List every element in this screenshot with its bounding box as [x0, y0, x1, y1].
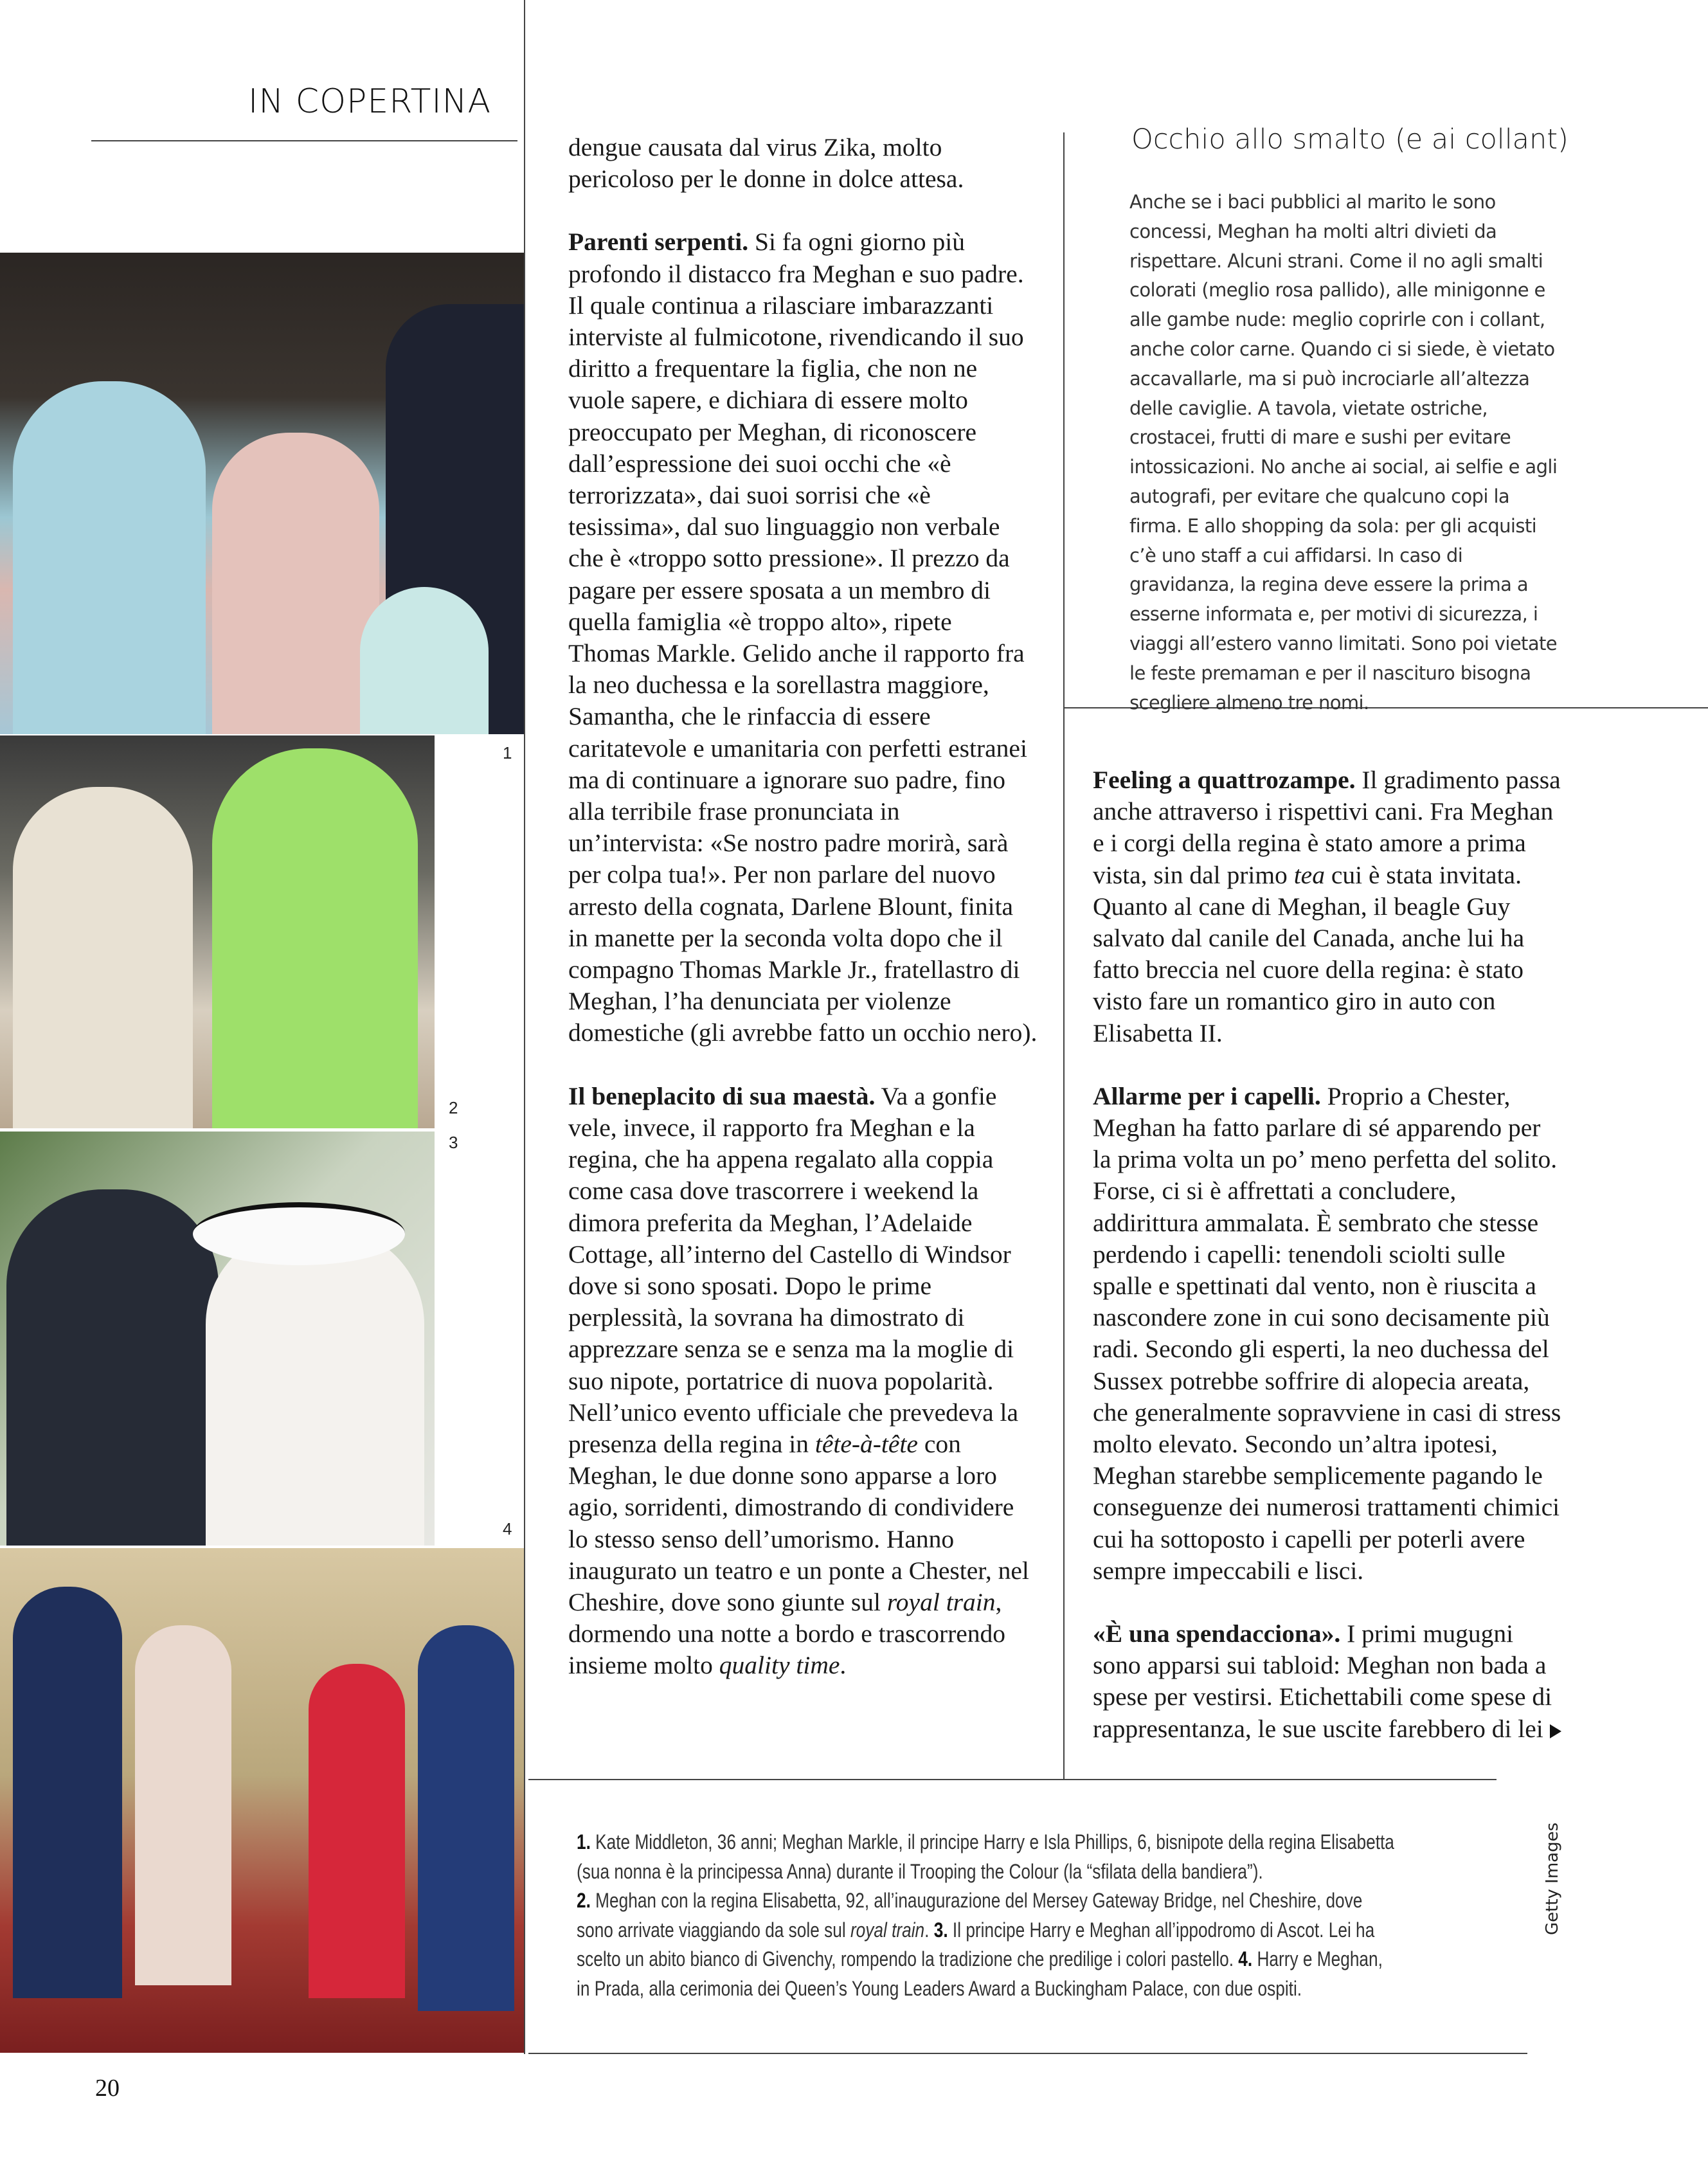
- text: I primi mugugni sono apparsi sui tabloid: Meghan non bada a spese per vestirsi. Etichettabili come spese di rappresentanza, le sue uscite farebbero di lei: [1093, 1619, 1552, 1743]
- hat: [193, 1202, 405, 1265]
- lead-in: 3.: [933, 1918, 948, 1942]
- figure-meghan: [13, 787, 193, 1128]
- figure-guest-red: [309, 1664, 405, 1998]
- italic-text: tête-à-tête: [814, 1429, 918, 1458]
- header-divider: [91, 140, 517, 141]
- paragraph: [568, 226, 1038, 1049]
- lead-in: 2.: [577, 1889, 591, 1912]
- text: Va a gonfie vele, invece, il rapporto fra Meghan e la regina, che ha appena regalato alla coppia come casa dove trascorrere i weekend la dimora preferita da Meghan, l’Adelaide Cottage, all’interno del Castello di Windsor dove si sono sposati. Dopo le prime perplessità, la sovrana ha dimostrato di apprezzare senza se e senza ma la moglie di suo nipote, portatrice di nuova popolarità. Nell’unico evento ufficiale che prevedeva la presenza della regina in: [568, 1081, 1019, 1458]
- photo-number-4: 4: [503, 1519, 512, 1538]
- lead-in: 4.: [1238, 1947, 1253, 1970]
- section-title: IN COPERTINA: [248, 82, 492, 121]
- paragraph: [568, 132, 1038, 195]
- photo-captions: [577, 1828, 1399, 2003]
- figure-queen: [212, 748, 418, 1128]
- text: Meghan con la regina Elisabetta, 92, all’inaugurazione del Mersey Gateway Bridge, nel Cheshire, dove sono arrivate viaggiando da sole sul: [577, 1889, 1363, 1942]
- italic-text: royal train: [886, 1587, 996, 1616]
- text: .: [924, 1918, 934, 1942]
- text: Harry e Meghan, in Prada, alla cerimonia dei Queen’s Young Leaders Award a Buckingham Palace, con due ospiti.: [577, 1947, 1383, 2000]
- paragraph: [1093, 764, 1562, 1049]
- photo-number-3: 3: [449, 1133, 458, 1152]
- photo-number-2: 2: [449, 1098, 458, 1117]
- column-divider: [1063, 132, 1065, 1780]
- figure-harry: [13, 1587, 122, 1998]
- lead-in: «È una spendacciona».: [1093, 1619, 1341, 1648]
- italic-text: royal train: [850, 1918, 925, 1942]
- lead-in: Il beneplacito di sua maestà.: [568, 1081, 876, 1110]
- text: .: [840, 1651, 847, 1680]
- text: dengue causata dal virus Zika, molto pericoloso per le donne in dolce attesa.: [568, 133, 964, 194]
- paragraph: [1093, 1618, 1562, 1745]
- text: cui è stata invitata. Quanto al cane di Meghan, il beagle Guy salvato dal canile del Canada, anche lui ha fatto breccia nel cuore della regina: è stato visto fare un romantico giro in auto con Elisabetta II.: [1093, 860, 1525, 1047]
- text: con Meghan, le due donne sono apparse a loro agio, sorridenti, dimostrando di condividere lo stesso senso dell’umorismo. Hanno inaugurato un teatro e un ponte a Chester, nel Cheshire, dove sono giunte sul: [568, 1429, 1029, 1616]
- photo-credit: Getty Images: [1543, 1822, 1562, 1935]
- paragraph: [1093, 1081, 1562, 1587]
- sidebar-box-title: Occhio allo smalto (e ai collant): [1131, 123, 1569, 156]
- caption: [577, 1828, 1399, 1886]
- figure-child: [360, 587, 489, 734]
- lead-in: 1.: [577, 1830, 591, 1853]
- lead-in: Feeling a quattrozampe.: [1093, 766, 1356, 794]
- italic-text: quality time: [719, 1651, 840, 1680]
- page-number: 20: [95, 2075, 120, 2102]
- figure-meghan: [206, 1228, 424, 1546]
- photo-harry-meghan-palace: [0, 1548, 524, 2053]
- main-article-column: [568, 132, 1038, 1713]
- italic-text: tea: [1293, 860, 1325, 889]
- figure-meghan: [135, 1625, 231, 1985]
- continue-arrow-icon: [1550, 1724, 1561, 1738]
- photo-meghan-queen: [0, 735, 435, 1128]
- figure-meghan: [212, 433, 379, 734]
- photo-royals-balcony: [0, 253, 524, 734]
- figure-harry: [6, 1189, 219, 1546]
- text: Il principe Harry e Meghan all’ippodromo di Ascot. Lei ha scelto un abito bianco di Givenchy, rompendo la tradizione che predilige i colori pastello.: [577, 1918, 1375, 1970]
- sidebar-box-body: Anche se i baci pubblici al marito le sono concessi, Meghan ha molti altri divieti da rispettare. Alcuni strani. Come il no agli smalti colorati (meglio rosa pallido), alle minigonne e alle gambe nude: meglio coprirle con i collant, anche color carne. Quando ci si siede, è vietato accavallarle, ma si può incrociarle all’altezza delle caviglie. A tavola, vietate ostriche, crostacei, frutti di mare e sushi per evitare intossicazioni. No anche ai social, ai selfie e agli autografi, per evitare che qualcuno copi la firma. E allo shopping da sola: per gli acquisti c’è uno staff a cui affidarsi. In caso di gravidanza, la regina deve essere la prima a esserne informata e, per motivi di sicurezza, i viaggi all’estero vanno limitati. Sono poi vietate le feste premaman e per il nascituro bisogna scegliere almeno tre nomi.: [1129, 191, 1558, 714]
- text: , dormendo una notte a bordo e trascorrendo insieme molto: [568, 1587, 1006, 1680]
- lead-in: Parenti serpenti.: [568, 228, 749, 257]
- captions-bottom-divider: [528, 2053, 1527, 2054]
- paragraph: [568, 1081, 1038, 1682]
- captions-top-divider: [528, 1779, 1497, 1780]
- figure-kate: [13, 381, 206, 734]
- text: Il gradimento passa anche attraverso i rispettivi cani. Fra Meghan e i corgi della regina è stato amore a prima vista, sin dal primo: [1093, 766, 1561, 889]
- photo-column-divider: [524, 0, 525, 2054]
- right-article-column: [1093, 764, 1562, 1776]
- figure-guest-suit: [418, 1625, 514, 2011]
- text: Si fa ogni giorno più profondo il distacco fra Meghan e suo padre. Il quale continua a rilasciare imbarazzanti interviste al fulmicotone, rivendicando il suo diritto a frequentare la figlia, che non ne vuole sapere, e dichiara di essere molto preoccupato per Meghan, di riconoscere dall’espressione dei suoi occhi che «è terrorizzata», dai suoi sorrisi che «è tesissima», dal suo linguaggio non verbale che è «troppo sotto pressione». Il prezzo da pagare per essere sposata a un membro di quella famiglia «è troppo alto», ripete Thomas Markle. Gelido anche il rapporto fra la neo duchessa e la sorellastra maggiore, Samantha, che le rinfaccia di essere caritatevole e umanitaria con perfetti estranei ma di continuare a ignorare suo padre, fino alla terribile frase pronunciata in un’intervista: «Se nostro padre morirà, sarà per colpa tua!». Per non parlare del nuovo arresto della cognata, Darlene Blount, finita in manette per la seconda volta dopo che il compagno Thomas Markle Jr., fratellastro di Meghan, l’ha denunciata per violenze domestiche (gli avrebbe fatto un occhio nero).: [568, 228, 1038, 1047]
- text: Kate Middleton, 36 anni; Meghan Markle, il principe Harry e Isla Phillips, 6, bisnipote della regina Elisabetta (sua nonna è la principessa Anna) durante il Trooping the Colour (la “sfilata della bandiera”).: [577, 1830, 1394, 1883]
- photo-harry-meghan-ascot: [0, 1132, 435, 1546]
- text: Proprio a Chester, Meghan ha fatto parlare di sé apparendo per la prima volta un po’ meno perfetta del solito. Forse, ci si è affrettati a concludere, addirittura ammalata. È sembrato che stesse perdendo i capelli: tenendoli sciolti sulle spalle e spettinati dal vento, non è riuscita a nascondere zone in cui sono decisamente più radi. Secondo gli esperti, la neo duchessa del Sussex potrebbe soffrire di alopecia areata, che generalmente sopravviene in casi di stress molto elevato. Secondo un’altra ipotesi, Meghan starebbe semplicemente pagando le conseguenze dei numerosi trattamenti chimici cui ha sottoposto i capelli per poterli avere sempre impeccabili e lisci.: [1093, 1081, 1561, 1585]
- photo-number-1: 1: [503, 743, 512, 762]
- caption: [577, 1886, 1399, 2003]
- lead-in: Allarme per i capelli.: [1093, 1081, 1321, 1110]
